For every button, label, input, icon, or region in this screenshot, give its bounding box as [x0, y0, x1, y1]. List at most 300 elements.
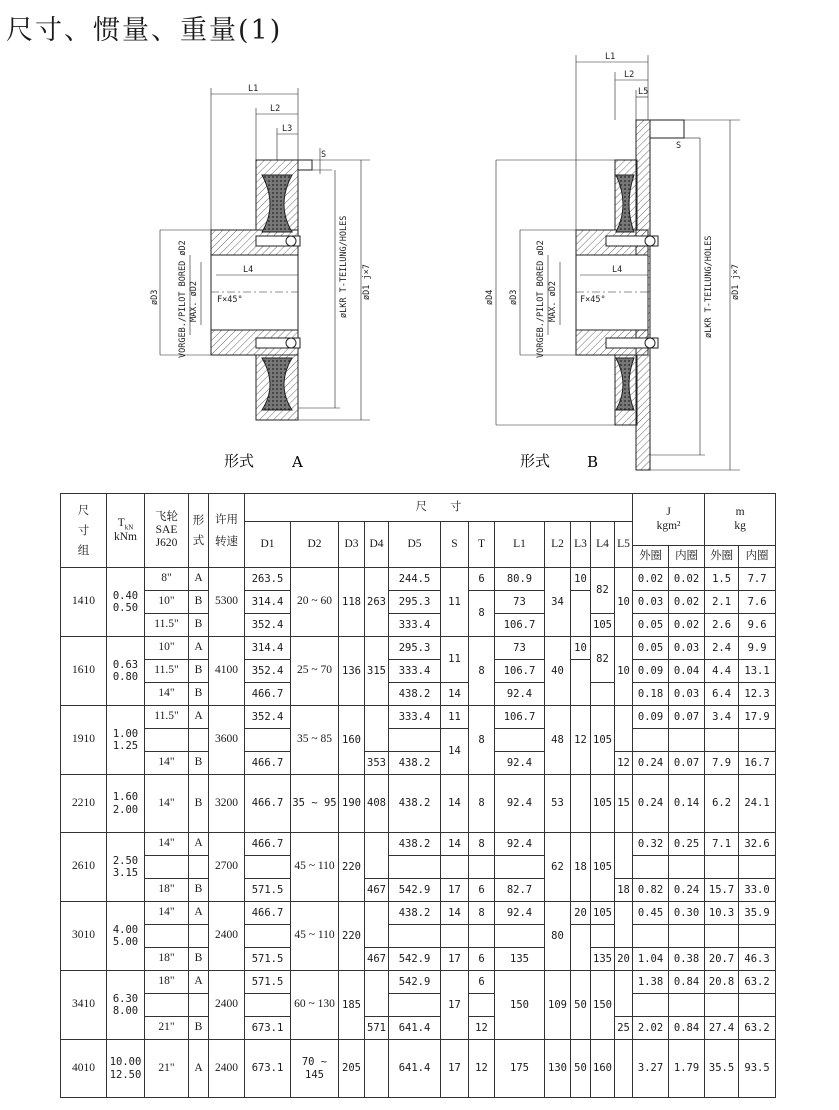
cell-d3: 220 — [339, 833, 365, 902]
header-l5: L5 — [615, 522, 633, 568]
label-chamfer-a: F×45° — [217, 295, 243, 305]
label-l4-a: L4 — [243, 265, 254, 275]
cell-j-inner: 0.24 — [669, 879, 705, 902]
cell-d5 — [389, 729, 441, 752]
table-row — [61, 925, 776, 948]
cell-l2: 62 — [545, 833, 571, 902]
tkn-value: 6.30 — [112, 992, 139, 1005]
header-speed: 许用转速 — [209, 494, 245, 568]
cell-l1: 73 — [495, 637, 545, 660]
cell-m-outer: 2.6 — [705, 614, 739, 637]
cell-l1: 92.4 — [495, 775, 545, 833]
cell-form: B — [189, 1017, 209, 1040]
cell-l2: 34 — [545, 568, 571, 637]
cell-j-inner: 0.04 — [669, 660, 705, 683]
cell-form: B — [189, 660, 209, 683]
cell-form: A — [189, 637, 209, 660]
spec-table — [60, 493, 776, 1098]
cell-l5: 10 — [615, 568, 633, 637]
cell-ji: 1.79 — [669, 1040, 705, 1098]
cell-sae: 14" — [145, 752, 189, 775]
table-row — [61, 706, 776, 729]
cell-form: B — [189, 879, 209, 902]
cell-j-inner: 0.02 — [669, 591, 705, 614]
cell-d2: 45 ~ 110 — [291, 833, 339, 902]
cell-tkn — [107, 775, 145, 833]
cell-d3: 185 — [339, 971, 365, 1040]
table-row — [61, 902, 776, 925]
cell-d1: 352.4 — [245, 706, 291, 729]
cell-mo: 6.2 — [705, 775, 739, 833]
cell-l1 — [495, 925, 545, 948]
cell-m-inner: 7.7 — [739, 568, 776, 591]
cell-m-inner: 35.9 — [739, 902, 776, 925]
cell-d4: 571 — [365, 1017, 389, 1040]
header-l3: L3 — [571, 522, 591, 568]
cell-d1: 673.1 — [245, 1017, 291, 1040]
cell-jo: 3.27 — [633, 1040, 669, 1098]
cell-d4 — [365, 706, 389, 752]
cell-s — [441, 925, 469, 948]
cell-l5: 12 — [615, 752, 633, 775]
cell-j-outer: 0.03 — [633, 591, 669, 614]
label-lkr-b: øLKR T-TEILUNG/HOLES — [704, 235, 714, 338]
cell-form — [189, 925, 209, 948]
tkn-value: 1.60 — [112, 791, 139, 804]
cell-m-outer: 2.1 — [705, 591, 739, 614]
header-t: T — [469, 522, 495, 568]
cell-size: 1410 — [61, 568, 107, 637]
cell-t: 8 — [469, 902, 495, 925]
cell-l4: 105 — [591, 833, 615, 902]
cell-m-inner — [739, 729, 776, 752]
caption-form-b-word: 形式 — [520, 452, 551, 470]
cell-form: A — [189, 568, 209, 591]
cell-tkn — [107, 706, 145, 775]
cell-l1: 106.7 — [495, 706, 545, 729]
cell-m-outer: 1.5 — [705, 568, 739, 591]
cell-d5 — [389, 994, 441, 1017]
cell-d1: 571.5 — [245, 879, 291, 902]
caption-form-b-letter: B — [587, 453, 599, 471]
cell-d4: 315 — [365, 637, 389, 706]
cell-m-inner: 33.0 — [739, 879, 776, 902]
cell-l1: 135 — [495, 948, 545, 971]
label-pilot-a: VORGEB./PILOT BORED øD2 — [178, 240, 188, 358]
cell-mi: 93.5 — [739, 1040, 776, 1098]
label-l4-b: L4 — [612, 265, 623, 275]
header-d3: D3 — [339, 522, 365, 568]
cell-d1 — [245, 994, 291, 1017]
cell-m-outer: 10.3 — [705, 902, 739, 925]
cell-speed: 4100 — [209, 637, 245, 706]
label-d3-a: øD3 — [150, 289, 160, 305]
cell-l1: 92.4 — [495, 752, 545, 775]
cell-m-inner: 16.7 — [739, 752, 776, 775]
table-row — [61, 568, 776, 591]
cell-d1: 314.4 — [245, 637, 291, 660]
cell-l1: 80.9 — [495, 568, 545, 591]
cell-l4: 105 — [591, 614, 615, 637]
cell-s: 17 — [441, 879, 469, 902]
header-d4: D4 — [365, 522, 389, 568]
label-l5-b: L5 — [638, 87, 649, 97]
header-j-outer: 外圈 — [633, 546, 669, 568]
cell-j-outer: 0.09 — [633, 660, 669, 683]
header-s: S — [441, 522, 469, 568]
cell-d1: 571.5 — [245, 948, 291, 971]
label-pilot-b: VORGEB./PILOT BORED øD2 — [536, 240, 546, 358]
cell-d1: 571.5 — [245, 971, 291, 994]
cell-d4: 467 — [365, 948, 389, 971]
cell-sae: 8" — [145, 568, 189, 591]
caption-form-a-word: 形式 — [224, 452, 255, 470]
cell-d2: 20 ~ 60 — [291, 568, 339, 637]
cell-m-inner: 32.6 — [739, 833, 776, 856]
cell-l5: 20 — [615, 948, 633, 971]
cell-d5 — [389, 856, 441, 879]
cell-j-outer: 0.18 — [633, 683, 669, 706]
cell-l1 — [495, 856, 545, 879]
header-m-inner: 内圈 — [739, 546, 776, 568]
cell-d5: 641.4 — [389, 1017, 441, 1040]
label-l1-b: L1 — [605, 52, 616, 62]
cell-l4: 105 — [591, 902, 615, 925]
cell-s: 14 — [441, 775, 469, 833]
cell-j-outer: 1.38 — [633, 971, 669, 994]
cell-l1: 92.4 — [495, 833, 545, 856]
cell-d5: 295.3 — [389, 637, 441, 660]
cell-j-outer — [633, 729, 669, 752]
cell-form: B — [189, 591, 209, 614]
cell-j-inner: 0.07 — [669, 706, 705, 729]
cell-t: 8 — [469, 775, 495, 833]
table-row — [61, 637, 776, 660]
cell-j-outer: 0.05 — [633, 614, 669, 637]
header-form: 形式 — [189, 494, 209, 568]
cell-d1: 466.7 — [245, 775, 291, 833]
table-row — [61, 1017, 776, 1040]
cell-d5: 333.4 — [389, 614, 441, 637]
tkn-value: 1.00 — [112, 727, 139, 740]
cell-sae: 21" — [145, 1017, 189, 1040]
cell-l2: 40 — [545, 637, 571, 706]
cell-d4: 408 — [365, 775, 389, 833]
tkn-value: 8.00 — [112, 1005, 139, 1017]
table-row — [61, 591, 776, 614]
cell-tkn — [107, 902, 145, 971]
cell-j-outer: 0.32 — [633, 833, 669, 856]
cell-l4: 160 — [591, 1040, 615, 1098]
cell-d2: 35 ~ 95 — [291, 775, 339, 833]
cell-s: 17 — [441, 1040, 469, 1098]
cell-form: A — [189, 706, 209, 729]
cell-s: 11 — [441, 706, 469, 729]
cell-m-inner: 17.9 — [739, 706, 776, 729]
cell-t — [469, 925, 495, 948]
cell-l4 — [591, 925, 615, 948]
table-row — [61, 729, 776, 752]
cell-l2: 80 — [545, 902, 571, 971]
header-m-outer: 外圈 — [705, 546, 739, 568]
cell-d3: 160 — [339, 706, 365, 775]
cell-d5: 542.9 — [389, 948, 441, 971]
cell-l1: 106.7 — [495, 660, 545, 683]
cell-t: 12 — [469, 1017, 495, 1040]
cell-sae — [145, 925, 189, 948]
cell-s: 14 — [441, 683, 469, 706]
cell-l5 — [615, 1040, 633, 1098]
cell-sae — [145, 856, 189, 879]
cell-l3: 18 — [571, 833, 591, 902]
header-size-group: 尺寸组 — [61, 494, 107, 568]
cell-l1: 106.7 — [495, 614, 545, 637]
cell-t: 12 — [469, 1040, 495, 1098]
header-j-inner: 内圈 — [669, 546, 705, 568]
cell-mo: 35.5 — [705, 1040, 739, 1098]
cell-j-inner: 0.30 — [669, 902, 705, 925]
cell-j-outer — [633, 856, 669, 879]
cell-d5: 438.2 — [389, 902, 441, 925]
cell-form — [189, 994, 209, 1017]
cell-d1: 673.1 — [245, 1040, 291, 1098]
cell-l3 — [571, 591, 591, 637]
cell-d4: 467 — [365, 879, 389, 902]
cell-tkn — [107, 637, 145, 706]
cell-l3: 12 — [571, 706, 591, 775]
cell-form: A — [189, 1040, 209, 1098]
cell-d5: 542.9 — [389, 879, 441, 902]
cell-l5: 15 — [615, 775, 633, 833]
cell-l3 — [571, 775, 591, 833]
header-l4: L4 — [591, 522, 615, 568]
cell-d3: 205 — [339, 1040, 365, 1098]
label-s-a: S — [321, 150, 327, 160]
cell-j-inner: 0.84 — [669, 1017, 705, 1040]
cell-sae: 21" — [145, 1040, 189, 1098]
cell-j-inner: 0.38 — [669, 948, 705, 971]
cell-m-inner: 13.1 — [739, 660, 776, 683]
cell-sae: 18" — [145, 971, 189, 994]
cell-l1 — [495, 729, 545, 752]
cell-l3: 50 — [571, 971, 591, 1040]
cell-l2: 53 — [545, 775, 571, 833]
cell-m-outer: 6.4 — [705, 683, 739, 706]
cell-j-inner — [669, 925, 705, 948]
spec-table-body — [61, 568, 776, 1098]
label-s-b: S — [676, 141, 682, 151]
cell-d1: 466.7 — [245, 902, 291, 925]
table-row — [61, 660, 776, 683]
tkn-value: 0.40 — [112, 589, 139, 602]
cell-d4: 353 — [365, 752, 389, 775]
cell-sae: 10" — [145, 591, 189, 614]
cell-tkn — [107, 971, 145, 1040]
cell-form — [189, 729, 209, 752]
cell-d1 — [245, 856, 291, 879]
label-max-b: MAX. øD2 — [548, 281, 558, 322]
cell-m-inner: 63.2 — [739, 971, 776, 994]
table-row — [61, 994, 776, 1017]
cell-form: B — [189, 948, 209, 971]
cell-d1: 466.7 — [245, 683, 291, 706]
label-l1-a: L1 — [248, 84, 259, 94]
cell-l5 — [615, 833, 633, 879]
tkn-value: 3.15 — [112, 867, 139, 879]
cell-l5: 18 — [615, 879, 633, 902]
cell-l5 — [615, 706, 633, 752]
cell-t: 8 — [469, 591, 495, 637]
cell-m-outer: 7.1 — [705, 833, 739, 856]
cell-m-outer: 4.4 — [705, 660, 739, 683]
cell-size: 3410 — [61, 971, 107, 1040]
cell-d3: 136 — [339, 637, 365, 706]
cell-d4 — [365, 971, 389, 1017]
cell-d1: 352.4 — [245, 614, 291, 637]
label-d3-b: øD3 — [509, 289, 519, 305]
cell-speed: 5300 — [209, 568, 245, 637]
cell-d2: 70 ~ 145 — [291, 1040, 339, 1098]
header-l2: L2 — [545, 522, 571, 568]
tkn-value: 2.50 — [112, 854, 139, 867]
cell-d2: 35 ~ 85 — [291, 706, 339, 775]
table-row — [61, 752, 776, 775]
table-row — [61, 775, 776, 833]
cell-d1: 314.4 — [245, 591, 291, 614]
cell-ji: 0.14 — [669, 775, 705, 833]
cell-l4: 82 — [591, 637, 615, 683]
cell-l4: 105 — [591, 775, 615, 833]
cell-sae — [145, 729, 189, 752]
cell-d3: 220 — [339, 902, 365, 971]
cell-tkn — [107, 568, 145, 637]
cell-l3 — [571, 660, 591, 706]
cell-form: A — [189, 833, 209, 856]
cell-j-outer: 0.82 — [633, 879, 669, 902]
cell-sae: 18" — [145, 948, 189, 971]
cell-speed: 2400 — [209, 1040, 245, 1098]
cell-m-outer — [705, 856, 739, 879]
cell-d5: 333.4 — [389, 706, 441, 729]
label-l2-b: L2 — [624, 70, 635, 80]
label-d1-a: øD1 j×7 — [362, 264, 372, 300]
cell-size: 2610 — [61, 833, 107, 902]
cell-l3: 10 — [571, 568, 591, 591]
table-row — [61, 833, 776, 856]
cell-l3: 20 — [571, 902, 591, 925]
cell-j-outer: 0.09 — [633, 706, 669, 729]
cell-jo: 0.24 — [633, 775, 669, 833]
cell-l1: 73 — [495, 591, 545, 614]
cell-d4 — [365, 833, 389, 879]
cell-size: 4010 — [61, 1040, 107, 1098]
cell-j-outer: 0.05 — [633, 637, 669, 660]
tkn-value: 4.00 — [112, 923, 139, 936]
cell-speed: 2400 — [209, 902, 245, 971]
cell-m-outer: 27.4 — [705, 1017, 739, 1040]
cell-d4 — [365, 902, 389, 948]
cell-t: 6 — [469, 971, 495, 994]
cell-d3: 190 — [339, 775, 365, 833]
cell-size: 1910 — [61, 706, 107, 775]
label-l2-a: L2 — [270, 104, 281, 114]
cell-d1: 263.5 — [245, 568, 291, 591]
header-d1: D1 — [245, 522, 291, 568]
cell-l1: 150 — [495, 971, 545, 1040]
cell-form — [189, 856, 209, 879]
tkn-value: 0.80 — [112, 671, 139, 683]
cell-j-outer: 0.24 — [633, 752, 669, 775]
cell-s: 14 — [441, 902, 469, 925]
cell-l3: 50 — [571, 1040, 591, 1098]
cell-d1 — [245, 729, 291, 752]
cell-sae: 11.5" — [145, 706, 189, 729]
cell-t: 8 — [469, 706, 495, 775]
header-tkn: $T_{kN}$ kNm — [107, 494, 145, 568]
cell-m-inner — [739, 925, 776, 948]
cell-s: 14 — [441, 833, 469, 856]
coupling-drawings — [0, 40, 839, 480]
cell-d2: 45 ~ 110 — [291, 902, 339, 971]
cell-m-outer: 2.4 — [705, 637, 739, 660]
cell-j-inner: 0.25 — [669, 833, 705, 856]
label-lkr-a: øLKR T-TEILUNG/HOLES — [339, 215, 349, 318]
cell-tkn — [107, 833, 145, 902]
cell-size: 1610 — [61, 637, 107, 706]
table-row — [61, 879, 776, 902]
cell-m-outer: 20.8 — [705, 971, 739, 994]
cell-s: 17 — [441, 948, 469, 971]
cell-d3: 118 — [339, 568, 365, 637]
cell-t: 8 — [469, 637, 495, 706]
cell-sae: 14" — [145, 775, 189, 833]
cell-l4 — [591, 683, 615, 706]
cell-l5: 25 — [615, 1017, 633, 1040]
cell-t — [469, 994, 495, 1017]
cell-d5 — [389, 925, 441, 948]
cell-j-inner: 0.02 — [669, 568, 705, 591]
table-row — [61, 683, 776, 706]
tkn-value: 5.00 — [112, 936, 139, 948]
cell-d1: 352.4 — [245, 660, 291, 683]
cell-l4: 82 — [591, 568, 615, 614]
cell-l1: 92.4 — [495, 902, 545, 925]
cell-sae: 11.5" — [145, 614, 189, 637]
cell-d5: 438.2 — [389, 752, 441, 775]
cell-j-outer: 0.45 — [633, 902, 669, 925]
cell-m-inner: 12.3 — [739, 683, 776, 706]
cell-m-inner: 7.6 — [739, 591, 776, 614]
cell-sae — [145, 994, 189, 1017]
header-flywheel: 飞轮 SAE J620 — [145, 494, 189, 568]
cell-m-outer: 7.9 — [705, 752, 739, 775]
cell-l1: 92.4 — [495, 683, 545, 706]
cell-form: B — [189, 775, 209, 833]
cell-l3: 10 — [571, 637, 591, 660]
cell-d5: 641.4 — [389, 1040, 441, 1098]
cell-j-outer: 1.04 — [633, 948, 669, 971]
cell-form: B — [189, 614, 209, 637]
cell-d5: 438.2 — [389, 683, 441, 706]
cell-sae: 18" — [145, 879, 189, 902]
table-row — [61, 856, 776, 879]
header-l1: L1 — [495, 522, 545, 568]
cell-j-outer — [633, 994, 669, 1017]
caption-form-a-letter: A — [292, 453, 303, 471]
cell-l2: 130 — [545, 1040, 571, 1098]
header-d2: D2 — [291, 522, 339, 568]
cell-sae: 14" — [145, 833, 189, 856]
